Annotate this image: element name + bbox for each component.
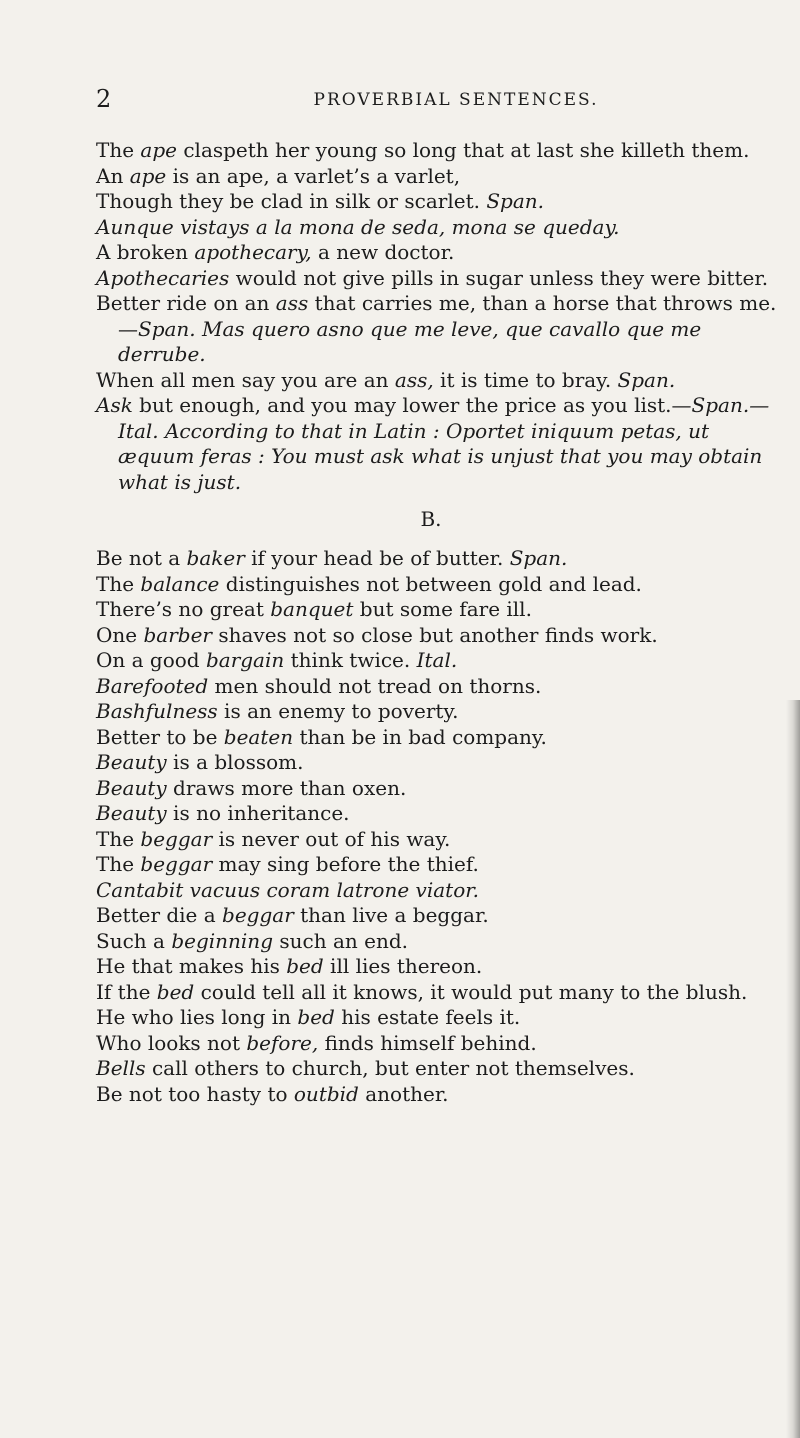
proverb-italic-text: bed [297,1005,335,1029]
proverb-italic-text: apothecary, [194,240,312,264]
proverb-italic-text: Span. [486,189,545,213]
page-edge-shadow [786,700,800,1438]
proverb-text-run: is an enemy to poverty. [217,699,459,723]
proverb-entry [96,1056,786,1082]
proverb-text-run: There’s no great [96,597,271,621]
proverb-text-run: but some fare ill. [353,597,532,621]
proverb-italic-text: baker [186,546,245,570]
running-title: PROVERBIAL SENTENCES. [313,90,599,110]
proverb-italic-text: Ital. [416,648,458,672]
proverb-entry [96,954,786,980]
proverb-text-run: The [96,571,141,596]
proverb-text-run: The [96,138,141,162]
proverb-italic-text: beaten [223,724,294,749]
proverb-text-run: Be not too hasty to [96,1081,294,1106]
proverb-italic-text: bed [286,954,324,978]
proverb-text-run: Better die a [96,903,223,927]
proverb-text-run: Better to be [96,724,224,749]
proverb-entry [96,903,786,929]
proverb-text-run: One [96,622,144,647]
proverb-entry [96,1005,786,1031]
proverb-text-run: An [96,163,130,188]
proverb-text-run: but enough, and you may lower the price as you list.— [132,393,692,417]
proverb-italic-text: Bashfulness [96,699,218,723]
proverb-italic-text: beggar [222,903,294,927]
proverb-italic-text: Span. Mas quero asno que me leve, que cavallo que me derrube. [118,316,702,366]
proverb-italic-text: banquet [270,597,354,621]
section-a-entries [96,138,786,495]
proverb-italic-text: Cantabit vacuus coram latrone viator. [96,877,479,902]
page-number: 2 [96,85,112,113]
proverb-italic-text: before, [246,1030,319,1055]
proverb-entry [96,189,786,215]
proverb-text-run: He who lies long in [96,1005,298,1029]
proverb-italic-text: Span. [617,367,676,392]
proverb-text-run: If the [96,979,157,1004]
proverb-italic-text: Beauty [96,801,167,825]
proverb-text-run: it is time to bray. [433,367,618,392]
proverb-entry [96,827,786,853]
proverb-text-run: Though they be clad in silk or scarlet. [96,189,487,213]
proverb-text-run: than live a beggar. [293,903,489,927]
proverb-entry [96,725,786,751]
proverb-italic-text: beggar [140,826,213,851]
proverb-text-run: would not give pills in sugar unless they were bitter. [229,265,769,290]
proverb-text-run: Who looks not [96,1030,247,1055]
proverb-entry [96,240,786,266]
proverb-entry [96,699,786,725]
proverb-entry [96,1082,786,1108]
proverb-italic-text: ass [275,291,309,315]
proverb-text-run: if your head be of butter. [244,546,510,570]
proverb-italic-text: bargain [205,648,285,672]
proverb-italic-text: Barefooted [96,673,209,698]
proverb-text-run: ill lies thereon. [323,954,483,978]
proverb-italic-text: beggar [140,852,213,876]
proverb-entry [96,1031,786,1057]
proverb-entry [96,776,786,802]
proverb-italic-text: Bells [96,1056,146,1080]
proverb-text-run: is no inheritance. [166,801,350,825]
proverb-text-run: claspeth her young so long that at last she killeth them. [176,138,750,162]
proverb-text-run: shaves not so close but another finds work. [211,622,658,647]
proverb-italic-text: Apothecaries [96,265,230,290]
proverb-text-run: A broken [96,240,195,264]
proverb-text-run: call others to church, but enter not themselves. [145,1056,635,1080]
proverb-text-run: a new doctor. [311,240,455,264]
proverb-entry [96,393,786,495]
proverb-entry [96,266,786,292]
proverb-text [96,138,786,1107]
proverb-text-run: draws more than oxen. [166,775,407,800]
proverb-text-run: another. [358,1081,449,1106]
proverb-italic-text: Span. [509,546,568,570]
proverb-italic-text: beginning [171,928,273,953]
proverb-italic-text: ass, [394,367,434,392]
proverb-entry [96,215,786,241]
section-letter-b: B. [420,507,442,531]
proverb-entry [96,648,786,674]
proverb-italic-text: ape [140,138,177,162]
proverb-entry [96,597,786,623]
proverb-entry [96,368,786,394]
proverb-text-run: Be [96,546,123,570]
proverb-italic-text: Beauty [96,775,167,800]
proverb-italic-text: Beauty [96,750,167,774]
proverb-entry [96,674,786,700]
proverb-entry [96,164,786,190]
proverb-entry [96,572,786,598]
proverb-text-run: that carries me, than a horse that throws me.— [118,291,777,341]
proverb-text-run: his estate feels it. [334,1005,521,1029]
proverb-entry [96,291,786,368]
proverb-entry [96,546,786,572]
proverb-entry [96,980,786,1006]
proverb-text-run: is an ape, a varlet’s a varlet, [166,163,461,188]
proverb-text-run: think twice. [284,648,417,672]
proverb-entry [96,852,786,878]
proverb-italic-text: Aunque vistays a la mona de seda, mona se queday. [96,214,620,239]
proverb-entry [96,801,786,827]
proverb-text-run: distinguishes not between gold and lead. [219,571,642,596]
proverb-entry [96,878,786,904]
section-b-entries [96,546,786,1107]
proverb-text-run: is never out of his way. [212,826,451,851]
proverb-text-run: The [96,852,141,876]
proverb-text-run: He that makes his [96,954,287,978]
proverb-text-run: Better ride on an [96,291,276,315]
proverb-entry [96,929,786,955]
proverb-italic-text: barber [143,622,212,647]
proverb-italic-text: bed [156,979,195,1004]
proverb-text-run: such an end. [273,928,408,953]
proverb-text-run: is a blossom. [166,750,304,774]
running-head [96,84,736,114]
proverb-italic-text: balance [140,571,220,596]
proverb-text-run: could tell all it knows, it would put many to the blush. [194,979,748,1004]
proverb-text-run: not a [122,546,187,570]
proverb-italic-text: outbid [293,1081,359,1106]
proverb-entry [96,623,786,649]
proverb-text-run: Such a [96,928,172,953]
proverb-italic-text: ape [129,163,167,188]
proverb-text-run: finds himself behind. [318,1030,537,1055]
proverb-text-run: The [96,826,141,851]
proverb-italic-text: Ask [96,393,133,417]
proverb-italic-text: Span.—Ital. According to that in Latin : Oportet iniquum petas, ut æquum feras : You must ask what is unjust that you may obtain what is just. [118,393,770,494]
proverb-text-run: than be in bad company. [293,724,547,749]
proverb-text-run: On a good [96,648,206,672]
proverb-text-run: When all men say you are an [96,367,395,392]
proverb-text-run: men should not tread on thorns. [208,673,542,698]
proverb-entry [96,138,786,164]
proverb-text-run: may sing before the thief. [212,852,479,876]
proverb-entry [96,750,786,776]
